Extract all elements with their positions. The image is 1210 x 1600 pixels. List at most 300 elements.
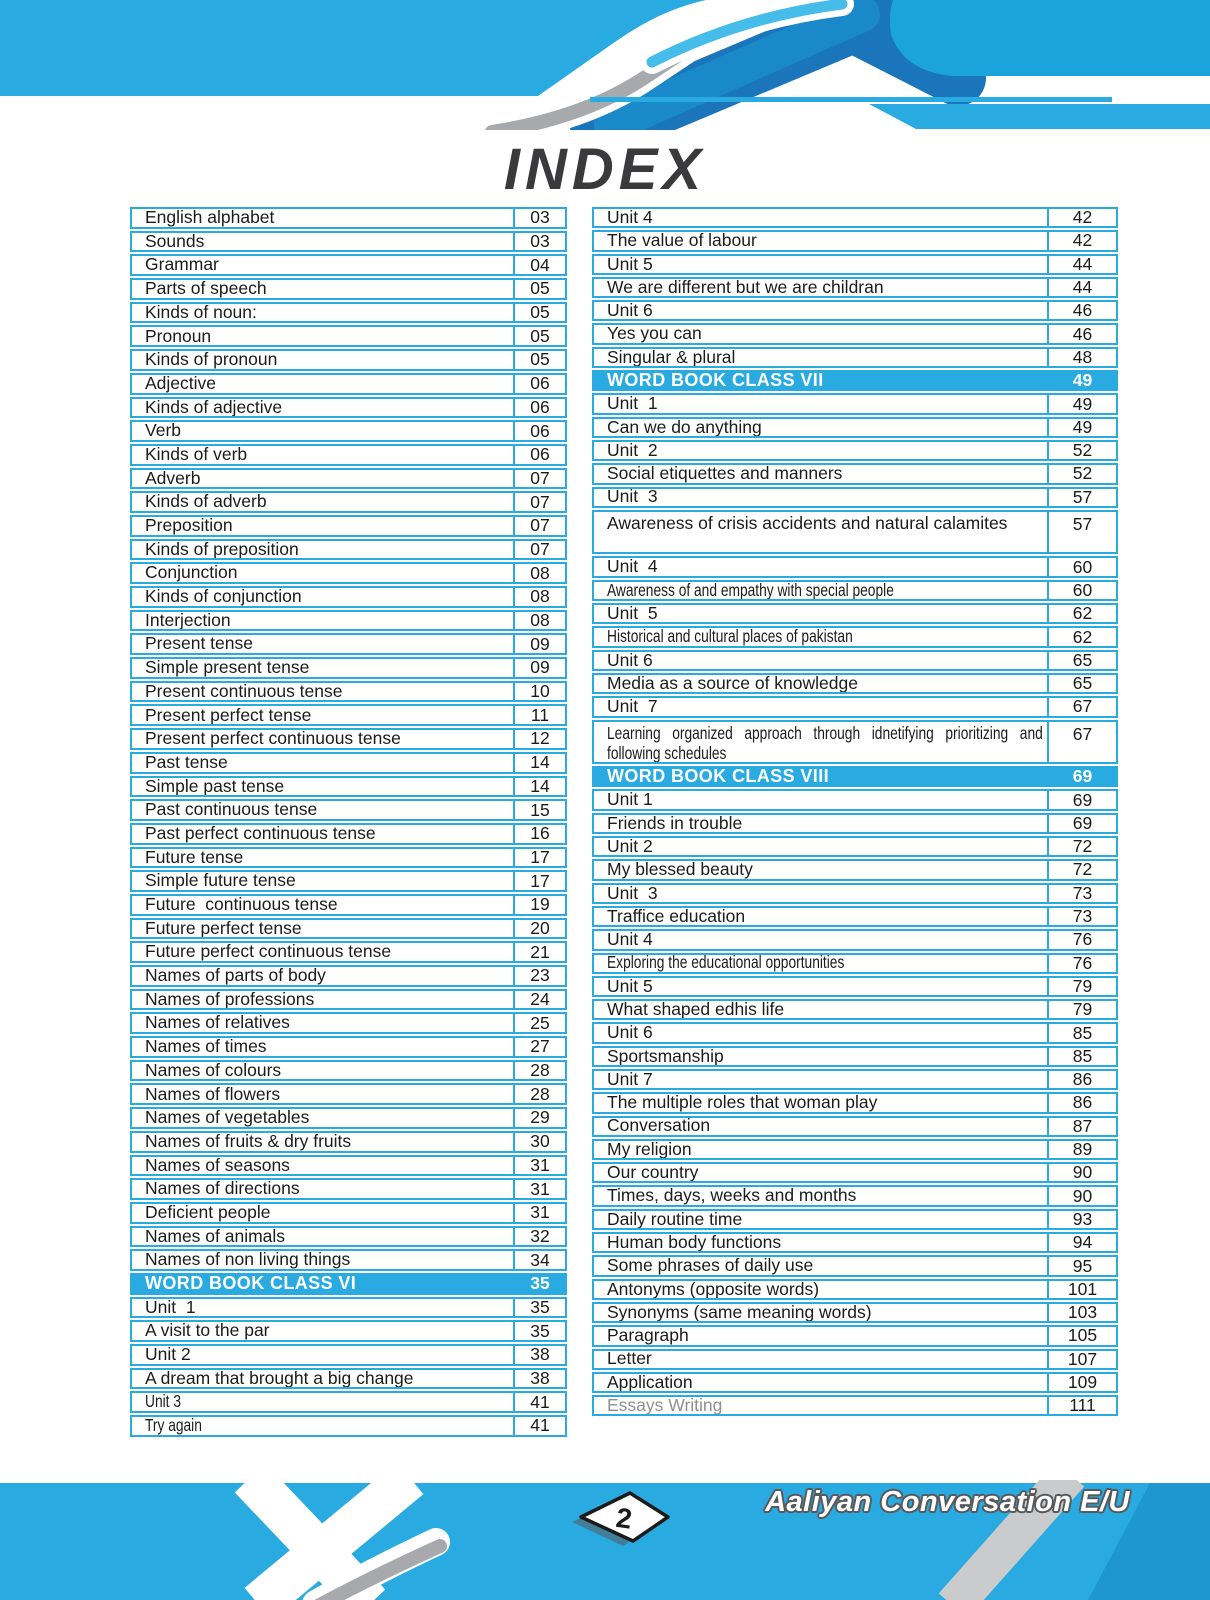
toc-entry-label: My blessed beauty	[607, 861, 753, 879]
toc-entry-page: 20	[513, 920, 565, 938]
toc-entry-label: Awareness of and empathy with special people	[607, 581, 894, 600]
toc-row	[130, 373, 567, 395]
toc-table-right	[592, 207, 1118, 1418]
toc-entry-page: 24	[513, 991, 565, 1009]
toc-entry-label: Exploring the educational opportunities	[607, 954, 845, 972]
toc-entry-page: 85	[1047, 1048, 1116, 1065]
toc-entry-page: 14	[513, 754, 565, 772]
toc-entry-page: 05	[513, 304, 565, 322]
toc-entry-label: Unit 7	[607, 1070, 653, 1089]
toc-row	[130, 1083, 567, 1105]
toc-entry-label: Unit 6	[607, 302, 653, 320]
toc-entry-page: 72	[1047, 838, 1116, 855]
toc-entry-label: Singular & plural	[607, 348, 736, 367]
toc-entry-page: 105	[1047, 1327, 1116, 1344]
toc-row	[130, 610, 567, 632]
toc-entry-label: Yes you can	[607, 325, 702, 343]
toc-entry-page: 05	[513, 280, 565, 298]
toc-entry-label: Past tense	[145, 753, 228, 772]
toc-entry-label: Letter	[607, 1350, 652, 1368]
toc-entry-page: 101	[1047, 1281, 1116, 1298]
toc-entry-page: 08	[513, 612, 565, 630]
toc-row	[592, 1349, 1118, 1370]
toc-entry-label: Some phrases of daily use	[607, 1257, 814, 1275]
toc-entry-page: 31	[513, 1180, 565, 1198]
toc-entry-page: 07	[513, 493, 565, 511]
toc-entry-label: Future perfect tense	[145, 919, 302, 938]
toc-entry-label: Antonyms (opposite words)	[607, 1280, 820, 1298]
toc-row	[130, 1368, 567, 1390]
page-number: 2	[614, 1501, 634, 1535]
toc-section-header-row	[130, 1273, 567, 1295]
toc-entry-label: Sportsmanship	[607, 1047, 724, 1065]
toc-entry-page: 73	[1047, 885, 1116, 902]
toc-entry-page: 25	[513, 1014, 565, 1032]
toc-entry-label: Past continuous tense	[145, 801, 318, 819]
toc-row	[592, 626, 1118, 647]
toc-entry-label: Synonyms (same meaning words)	[607, 1303, 872, 1322]
toc-row	[592, 720, 1118, 765]
toc-row	[130, 918, 567, 940]
toc-entry-page: 41	[513, 1393, 565, 1411]
toc-row	[130, 989, 567, 1011]
toc-row	[592, 603, 1118, 624]
toc-row	[130, 231, 567, 253]
toc-entry-page: 69	[1047, 791, 1116, 808]
toc-entry-label: Unit 4	[607, 209, 653, 227]
toc-entry-page: 67	[1047, 722, 1116, 763]
toc-entry-page: 07	[513, 541, 565, 559]
toc-entry-label: Unit 5	[607, 977, 653, 996]
toc-row	[130, 728, 567, 750]
toc-entry-page: 14	[513, 778, 565, 796]
toc-row	[130, 1202, 567, 1224]
toc-entry-page: 31	[513, 1204, 565, 1222]
toc-row	[592, 347, 1118, 368]
toc-row	[130, 1344, 567, 1366]
toc-entry-label: Names of non living things	[145, 1251, 351, 1269]
toc-entry-page: 42	[1047, 232, 1116, 249]
toc-entry-page: 57	[1047, 512, 1116, 553]
toc-entry-page: 16	[513, 825, 565, 843]
toc-entry-page: 79	[1047, 1001, 1116, 1018]
toc-entry-page: 17	[513, 872, 565, 890]
toc-row	[130, 302, 567, 324]
toc-entry-page: 65	[1047, 675, 1116, 692]
toc-entry-page: 07	[513, 517, 565, 535]
toc-entry-label: Unit 1	[145, 1298, 196, 1317]
toc-table-left	[130, 207, 567, 1439]
toc-entry-label: Simple future tense	[145, 872, 296, 890]
toc-row	[592, 1209, 1118, 1230]
toc-row	[592, 999, 1118, 1020]
toc-entry-page: 05	[513, 327, 565, 345]
toc-entry-page: 44	[1047, 256, 1116, 273]
toc-entry-page: 60	[1047, 558, 1116, 575]
toc-entry-page: 06	[513, 422, 565, 440]
toc-entry-label: Deficient people	[145, 1203, 271, 1222]
toc-entry-label: My religion	[607, 1140, 692, 1159]
toc-entry-page: 73	[1047, 908, 1116, 925]
toc-row	[130, 1249, 567, 1271]
toc-entry-label: Learning organized approach through idnetifying prioritizing and following schedules	[607, 722, 1043, 763]
toc-entry-page: 08	[513, 588, 565, 606]
toc-entry-page: 49	[1047, 419, 1116, 436]
toc-entry-page: 69	[1047, 815, 1116, 832]
toc-entry-page: 95	[1047, 1257, 1116, 1274]
toc-entry-label: The value of labour	[607, 232, 757, 250]
toc-entry-page: 46	[1047, 302, 1116, 319]
toc-row	[130, 254, 567, 276]
toc-entry-label: Traffice education	[607, 907, 746, 926]
toc-entry-page: 35	[530, 1273, 550, 1294]
toc-row	[592, 1069, 1118, 1090]
toc-entry-label: Kinds of adverb	[145, 493, 267, 511]
toc-entry-label: Kinds of adjective	[145, 398, 283, 417]
toc-entry-label: Present tense	[145, 635, 253, 654]
toc-row	[130, 397, 567, 419]
toc-entry-page: 69	[1072, 766, 1093, 787]
toc-row	[592, 1279, 1118, 1300]
toc-row	[592, 883, 1118, 904]
toc-entry-page: 46	[1047, 325, 1116, 342]
toc-entry-label: Interjection	[145, 611, 231, 630]
toc-row	[592, 1372, 1118, 1393]
toc-entry-page: 32	[513, 1228, 565, 1246]
toc-entry-page: 85	[1047, 1024, 1116, 1041]
toc-entry-page: 52	[1047, 465, 1116, 482]
toc-entry-label: Parts of speech	[145, 280, 267, 298]
toc-row	[592, 440, 1118, 461]
toc-entry-label: Awareness of crisis accidents and natural calamites	[607, 512, 1008, 533]
toc-entry-page: 48	[1047, 349, 1116, 366]
toc-entry-label: Adverb	[145, 469, 201, 488]
toc-entry-label: English alphabet	[145, 209, 275, 227]
toc-entry-page: 41	[513, 1417, 565, 1435]
toc-entry-label: Times, days, weeks and months	[607, 1187, 857, 1205]
toc-row	[130, 207, 567, 229]
toc-entry-page: 35	[513, 1299, 565, 1317]
toc-row	[130, 1391, 567, 1413]
toc-entry-label: Names of vegetables	[145, 1109, 310, 1127]
toc-entry-page: 76	[1047, 955, 1116, 972]
toc-entry-label: What shaped edhis life	[607, 1001, 785, 1019]
toc-entry-page: 62	[1047, 605, 1116, 622]
toc-entry-label: Kinds of preposition	[145, 540, 299, 559]
toc-entry-page: 109	[1047, 1374, 1116, 1391]
toc-row	[592, 1022, 1118, 1043]
toc-entry-page: 31	[513, 1157, 565, 1175]
toc-entry-page: 07	[513, 470, 565, 488]
toc-entry-page: 12	[513, 730, 565, 748]
toc-entry-label: Names of colours	[145, 1061, 282, 1080]
toc-entry-label: Preposition	[145, 516, 233, 535]
toc-entry-page: 90	[1047, 1164, 1116, 1181]
toc-entry-page: 09	[513, 659, 565, 677]
toc-entry-label: Conversation	[607, 1117, 711, 1135]
toc-entry-page: 60	[1047, 582, 1116, 599]
toc-entry-label: Unit 4	[607, 558, 658, 576]
toc-row	[130, 1131, 567, 1153]
toc-entry-label: Names of parts of body	[145, 967, 326, 985]
toc-row	[592, 813, 1118, 834]
toc-entry-page: 08	[513, 564, 565, 582]
toc-entry-page: 23	[513, 967, 565, 985]
toc-entry-page: 09	[513, 635, 565, 653]
toc-entry-page: 103	[1047, 1304, 1116, 1321]
toc-entry-label: Kinds of noun:	[145, 303, 257, 322]
toc-row	[592, 463, 1118, 484]
toc-entry-label: Social etiquettes and manners	[607, 465, 843, 483]
toc-entry-page: 34	[513, 1251, 565, 1269]
toc-row	[592, 1325, 1118, 1346]
toc-row	[592, 953, 1118, 974]
toc-row	[592, 696, 1118, 717]
toc-row	[130, 941, 567, 963]
toc-row	[130, 349, 567, 371]
toc-entry-label: Unit 3	[607, 488, 658, 506]
toc-entry-page: 06	[513, 375, 565, 393]
toc-entry-page: 38	[513, 1370, 565, 1388]
toc-entry-label: Past perfect continuous tense	[145, 824, 376, 843]
toc-row	[130, 1320, 567, 1342]
toc-row	[592, 976, 1118, 997]
toc-row	[130, 1060, 567, 1082]
toc-row	[592, 789, 1118, 810]
toc-row	[130, 1036, 567, 1058]
toc-entry-label: Names of fruits & dry fruits	[145, 1132, 352, 1151]
toc-entry-label: Names of animals	[145, 1227, 286, 1246]
toc-entry-page: 28	[513, 1062, 565, 1080]
toc-entry-label: Unit 1	[607, 395, 658, 413]
toc-row	[592, 1302, 1118, 1323]
toc-row	[592, 487, 1118, 508]
toc-entry-label: Unit 5	[607, 605, 658, 623]
toc-row	[130, 562, 567, 584]
toc-row	[592, 393, 1118, 414]
toc-entry-label: Adjective	[145, 374, 217, 393]
header-decoration	[0, 0, 1210, 130]
toc-row	[592, 650, 1118, 671]
toc-entry-page: 49	[1072, 370, 1093, 391]
toc-entry-page: 27	[513, 1038, 565, 1056]
toc-entry-label: Present perfect continuous tense	[145, 730, 401, 748]
toc-row	[130, 752, 567, 774]
toc-row	[130, 515, 567, 537]
toc-row	[130, 491, 567, 513]
toc-entry-page: 04	[513, 256, 565, 274]
toc-row	[592, 254, 1118, 275]
toc-entry-label: Historical and cultural places of pakistan	[607, 628, 853, 646]
toc-row	[130, 1155, 567, 1177]
toc-entry-label: Names of professions	[145, 990, 315, 1009]
toc-entry-page: 42	[1047, 209, 1116, 226]
toc-entry-label: The multiple roles that woman play	[607, 1094, 878, 1112]
toc-entry-label: WORD BOOK CLASS VI	[145, 1274, 357, 1293]
toc-row	[130, 657, 567, 679]
toc-entry-page: 06	[513, 399, 565, 417]
toc-row	[130, 704, 567, 726]
toc-row	[130, 1107, 567, 1129]
toc-row	[592, 580, 1118, 601]
toc-entry-label: Paragraph	[607, 1327, 689, 1345]
toc-row	[592, 300, 1118, 321]
toc-row	[592, 323, 1118, 344]
toc-row	[130, 325, 567, 347]
toc-entry-label: Present continuous tense	[145, 682, 343, 701]
toc-entry-label: Grammar	[145, 256, 219, 275]
toc-row	[130, 468, 567, 490]
toc-entry-page: 62	[1047, 628, 1116, 645]
toc-entry-label: Unit 3	[145, 1393, 181, 1412]
toc-entry-label: Names of times	[145, 1038, 267, 1056]
toc-entry-label: Friends in trouble	[607, 814, 743, 833]
toc-entry-label: Unit 2	[145, 1346, 191, 1364]
toc-entry-page: 38	[513, 1346, 565, 1364]
toc-entry-label: Conjunction	[145, 564, 238, 582]
toc-section-header-row	[592, 370, 1118, 391]
toc-entry-label: Kinds of pronoun	[145, 351, 278, 369]
toc-entry-label: WORD BOOK CLASS VII	[607, 372, 824, 390]
toc-row	[130, 776, 567, 798]
toc-entry-label: Try again	[145, 1417, 202, 1435]
toc-entry-label: Verb	[145, 422, 181, 440]
toc-entry-label: Kinds of conjunction	[145, 588, 302, 606]
toc-entry-page: 17	[513, 849, 565, 867]
toc-entry-label: A dream that brought a big change	[145, 1369, 414, 1388]
toc-row	[130, 1297, 567, 1319]
toc-entry-page: 21	[513, 943, 565, 961]
toc-row	[130, 1178, 567, 1200]
toc-row	[592, 906, 1118, 927]
toc-entry-page: 44	[1047, 279, 1116, 296]
toc-entry-page: 76	[1047, 931, 1116, 948]
toc-entry-label: Names of seasons	[145, 1156, 290, 1175]
toc-row	[592, 277, 1118, 298]
toc-row	[592, 859, 1118, 880]
toc-entry-page: 107	[1047, 1351, 1116, 1368]
toc-row	[592, 1162, 1118, 1183]
toc-section-header-row	[592, 766, 1118, 787]
toc-entry-label: Names of relatives	[145, 1014, 290, 1033]
toc-entry-page: 28	[513, 1085, 565, 1103]
toc-entry-label: Unit 1	[607, 791, 653, 809]
toc-entry-label: Kinds of verb	[145, 445, 248, 464]
toc-row	[130, 965, 567, 987]
toc-entry-page: 87	[1047, 1118, 1116, 1135]
toc-entry-label: Unit 2	[607, 441, 658, 460]
toc-row	[592, 1232, 1118, 1253]
toc-entry-label: Daily routine time	[607, 1210, 743, 1229]
toc-entry-label: Unit 5	[607, 255, 653, 273]
toc-entry-label: Future continuous tense	[145, 895, 338, 914]
toc-row	[592, 929, 1118, 950]
toc-row	[592, 1046, 1118, 1067]
toc-entry-page: 11	[513, 706, 565, 724]
toc-row	[592, 673, 1118, 694]
toc-entry-page: 19	[513, 896, 565, 914]
toc-entry-page: 03	[513, 233, 565, 251]
toc-entry-page: 111	[1047, 1397, 1116, 1414]
toc-entry-page: 35	[513, 1322, 565, 1340]
toc-entry-page: 72	[1047, 861, 1116, 878]
toc-entry-page: 89	[1047, 1141, 1116, 1158]
toc-entry-page: 30	[513, 1133, 565, 1151]
toc-entry-page: 03	[513, 209, 565, 227]
toc-entry-page: 86	[1047, 1071, 1116, 1088]
toc-entry-label: Unit 6	[607, 1024, 653, 1042]
toc-entry-label: Present perfect tense	[145, 706, 312, 725]
toc-entry-page: 67	[1047, 698, 1116, 715]
toc-entry-page: 52	[1047, 442, 1116, 459]
toc-entry-label: Application	[607, 1373, 693, 1392]
toc-row	[130, 870, 567, 892]
toc-entry-page: 29	[513, 1109, 565, 1127]
toc-row	[592, 1395, 1118, 1416]
toc-row	[130, 1415, 567, 1437]
toc-entry-label: WORD BOOK CLASS VIII	[607, 768, 830, 786]
toc-entry-label: Unit 7	[607, 698, 658, 716]
toc-row	[592, 1116, 1118, 1137]
toc-row	[130, 278, 567, 300]
toc-entry-page: 90	[1047, 1187, 1116, 1204]
toc-entry-label: Essays Writing	[607, 1397, 723, 1415]
toc-entry-page: 06	[513, 446, 565, 464]
toc-entry-label: We are different but we are childran	[607, 278, 884, 297]
toc-entry-label: Simple past tense	[145, 777, 285, 796]
toc-entry-label: Media as a source of knowledge	[607, 674, 858, 693]
toc-row	[130, 799, 567, 821]
toc-entry-label: A visit to the par	[145, 1322, 270, 1340]
toc-entry-label: Unit 4	[607, 931, 653, 949]
toc-entry-label: Unit 6	[607, 651, 653, 669]
toc-row	[592, 417, 1118, 438]
toc-row	[592, 510, 1118, 555]
toc-entry-label: Sounds	[145, 232, 205, 251]
toc-row	[130, 420, 567, 442]
toc-entry-page: 93	[1047, 1211, 1116, 1228]
toc-row	[130, 894, 567, 916]
toc-entry-label: Names of flowers	[145, 1085, 281, 1104]
toc-entry-page: 94	[1047, 1234, 1116, 1251]
toc-row	[130, 539, 567, 561]
toc-row	[130, 681, 567, 703]
toc-entry-label: Names of directions	[145, 1180, 300, 1198]
toc-row	[130, 586, 567, 608]
toc-entry-page: 49	[1047, 395, 1116, 412]
toc-entry-label: Future perfect continuous tense	[145, 943, 392, 961]
page-title: INDEX	[503, 137, 707, 202]
toc-row	[592, 230, 1118, 251]
toc-entry-label: Simple present tense	[145, 659, 310, 677]
toc-entry-page: 57	[1047, 489, 1116, 506]
toc-row	[592, 1255, 1118, 1276]
toc-entry-label: Unit 3	[607, 884, 658, 902]
toc-row	[130, 633, 567, 655]
toc-entry-page: 15	[513, 801, 565, 819]
toc-entry-label: Future tense	[145, 848, 244, 867]
toc-row	[130, 444, 567, 466]
toc-entry-page: 65	[1047, 652, 1116, 669]
footer-brand: Aaliyan Conversation E/U	[765, 1486, 1130, 1518]
toc-entry-label: Unit 2	[607, 838, 653, 856]
toc-row	[130, 847, 567, 869]
toc-row	[592, 556, 1118, 577]
toc-row	[130, 1226, 567, 1248]
toc-row	[592, 1139, 1118, 1160]
toc-entry-label: Human body functions	[607, 1234, 782, 1252]
toc-row	[592, 836, 1118, 857]
